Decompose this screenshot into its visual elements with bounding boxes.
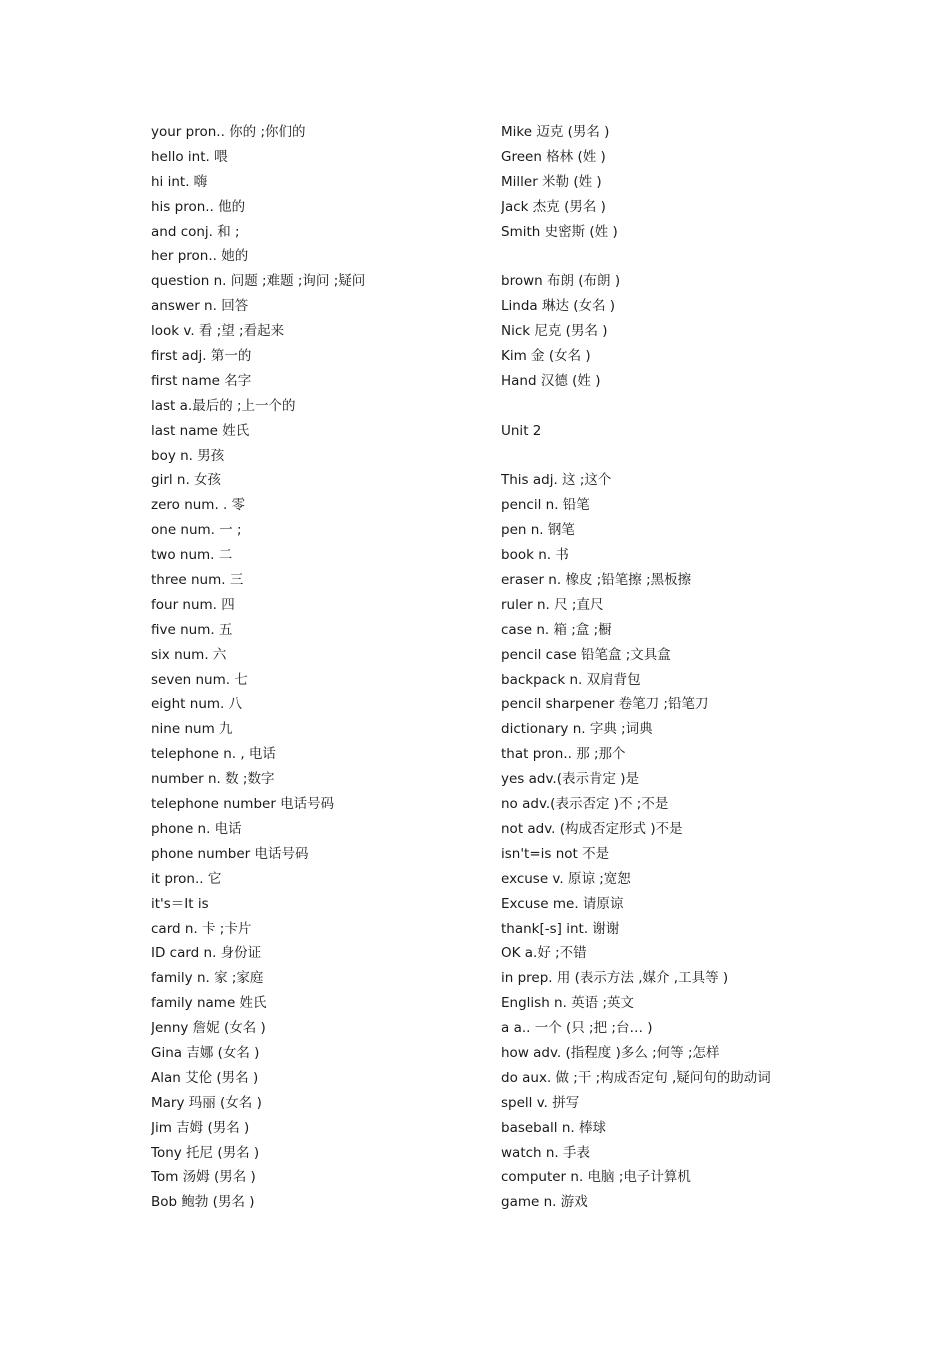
vocabulary-right-column — [501, 120, 841, 1215]
vocabulary-entry: Smith 史密斯 (姓 ) — [501, 223, 618, 240]
vocabulary-entry: hi int. 嗨 — [151, 173, 208, 190]
vocabulary-entry: question n. 问题 ;难题 ;询问 ;疑问 — [151, 273, 366, 290]
vocabulary-entry: girl n. 女孩 — [151, 472, 222, 489]
vocabulary-entry: Unit 2 — [501, 422, 542, 439]
vocabulary-entry: game n. 游戏 — [501, 1194, 588, 1211]
vocabulary-entry: card n. 卡 ;卡片 — [151, 920, 252, 937]
vocabulary-entry: Jenny 詹妮 (女名 ) — [151, 1020, 266, 1037]
vocabulary-entry: four num. 四 — [151, 596, 235, 613]
vocabulary-entry: last name 姓氏 — [151, 422, 250, 439]
vocabulary-entry: yes adv.(表示肯定 )是 — [501, 771, 640, 788]
vocabulary-entry: OK a.好 ;不错 — [501, 945, 587, 962]
vocabulary-entry: Mike 迈克 (男名 ) — [501, 124, 610, 140]
vocabulary-entry: six num. 六 — [151, 646, 227, 663]
vocabulary-entry: computer n. 电脑 ;电子计算机 — [501, 1169, 691, 1186]
vocabulary-entry: Gina 吉娜 (女名 ) — [151, 1044, 260, 1061]
vocabulary-entry: a a.. 一个 (只 ;把 ;台… ) — [501, 1020, 653, 1037]
vocabulary-left-column — [151, 120, 491, 1215]
vocabulary-entry: not adv. (构成否定形式 )不是 — [501, 820, 683, 837]
vocabulary-entry: isn't=is not 不是 — [501, 845, 610, 862]
vocabulary-entry: ruler n. 尺 ;直尺 — [501, 596, 604, 613]
vocabulary-entry: Tom 汤姆 (男名 ) — [151, 1169, 256, 1186]
vocabulary-entry: her pron.. 她的 — [151, 248, 249, 265]
vocabulary-entry: nine num 九 — [151, 721, 233, 738]
vocabulary-entry: family name 姓氏 — [151, 995, 267, 1012]
vocabulary-entry: Nick 尼克 (男名 ) — [501, 323, 608, 340]
vocabulary-entry: Tony 托尼 (男名 ) — [151, 1144, 260, 1161]
vocabulary-entry: one num. 一 ; — [151, 522, 242, 539]
vocabulary-entry: last a.最后的 ;上一个的 — [151, 397, 296, 414]
vocabulary-entry: do aux. 做 ;干 ;构成否定句 ,疑问句的助动词 — [501, 1069, 771, 1086]
vocabulary-entry: number n. 数 ;数字 — [151, 771, 275, 788]
vocabulary-entry: phone number 电话号码 — [151, 845, 309, 862]
vocabulary-entry: This adj. 这 ;这个 — [501, 472, 612, 489]
vocabulary-entry: Excuse me. 请原谅 — [501, 895, 624, 912]
vocabulary-entry: Mary 玛丽 (女名 ) — [151, 1094, 262, 1111]
vocabulary-entry: eight num. 八 — [151, 696, 243, 713]
vocabulary-entry: and conj. 和 ; — [151, 223, 240, 240]
vocabulary-entry: thank[-s] int. 谢谢 — [501, 920, 620, 937]
vocabulary-entry: hello int. 喂 — [151, 148, 228, 165]
vocabulary-entry: zero num. . 零 — [151, 497, 246, 514]
vocabulary-entry: ID card n. 身份证 — [151, 945, 262, 962]
vocabulary-entry: answer n. 回答 — [151, 298, 249, 315]
vocabulary-entry: two num. 二 — [151, 547, 233, 564]
vocabulary-entry: seven num. 七 — [151, 671, 248, 688]
vocabulary-entry: baseball n. 棒球 — [501, 1119, 606, 1136]
vocabulary-entry: Bob 鲍勃 (男名 ) — [151, 1194, 255, 1211]
vocabulary-entry: your pron.. 你的 ;你们的 — [151, 124, 306, 140]
vocabulary-entry: first adj. 第一的 — [151, 348, 252, 365]
vocabulary-entry: phone n. 电话 — [151, 820, 242, 837]
vocabulary-entry: boy n. 男孩 — [151, 447, 225, 464]
vocabulary-entry: how adv. (指程度 )多么 ;何等 ;怎样 — [501, 1044, 720, 1061]
vocabulary-entry: that pron.. 那 ;那个 — [501, 746, 626, 763]
vocabulary-entry: excuse v. 原谅 ;宽恕 — [501, 870, 631, 887]
vocabulary-entry: his pron.. 他的 — [151, 198, 246, 215]
vocabulary-entry: family n. 家 ;家庭 — [151, 970, 264, 987]
vocabulary-entry: spell v. 拼写 — [501, 1094, 580, 1111]
vocabulary-entry: it's＝It is — [151, 895, 209, 912]
vocabulary-entry: Jack 杰克 (男名 ) — [501, 198, 606, 215]
vocabulary-entry: five num. 五 — [151, 621, 233, 638]
vocabulary-entry: case n. 箱 ;盒 ;橱 — [501, 621, 612, 638]
vocabulary-entry: Green 格林 (姓 ) — [501, 148, 606, 165]
vocabulary-entry: pencil case 铅笔盒 ;文具盒 — [501, 646, 671, 663]
vocabulary-entry: brown 布朗 (布朗 ) — [501, 273, 621, 290]
vocabulary-entry: eraser n. 橡皮 ;铅笔擦 ;黑板擦 — [501, 572, 692, 589]
vocabulary-entry: English n. 英语 ;英文 — [501, 995, 635, 1012]
vocabulary-entry: Miller 米勒 (姓 ) — [501, 173, 602, 190]
vocabulary-entry: Hand 汉德 (姓 ) — [501, 372, 601, 389]
vocabulary-entry: it pron.. 它 — [151, 870, 222, 887]
vocabulary-entry: first name 名字 — [151, 372, 252, 389]
vocabulary-entry: three num. 三 — [151, 572, 244, 589]
vocabulary-entry: no adv.(表示否定 )不 ;不是 — [501, 796, 669, 813]
vocabulary-entry: Kim 金 (女名 ) — [501, 348, 591, 365]
vocabulary-entry: Jim 吉姆 (男名 ) — [151, 1119, 250, 1136]
vocabulary-entry: book n. 书 — [501, 547, 569, 564]
vocabulary-entry: pencil n. 铅笔 — [501, 497, 590, 514]
vocabulary-entry: watch n. 手表 — [501, 1144, 591, 1161]
vocabulary-entry — [501, 244, 841, 269]
vocabulary-entry: telephone number 电话号码 — [151, 796, 335, 813]
vocabulary-entry: telephone n. , 电话 — [151, 746, 276, 763]
vocabulary-entry: pencil sharpener 卷笔刀 ;铅笔刀 — [501, 696, 709, 713]
vocabulary-entry: in prep. 用 (表示方法 ,媒介 ,工具等 ) — [501, 970, 729, 987]
vocabulary-entry: dictionary n. 字典 ;词典 — [501, 721, 653, 738]
vocabulary-entry: Linda 琳达 (女名 ) — [501, 298, 616, 315]
vocabulary-entry — [501, 394, 841, 419]
vocabulary-entry: pen n. 钢笔 — [501, 522, 575, 539]
vocabulary-entry — [501, 444, 841, 469]
vocabulary-entry: backpack n. 双肩背包 — [501, 671, 641, 688]
vocabulary-entry: Alan 艾伦 (男名 ) — [151, 1069, 259, 1086]
vocabulary-entry: look v. 看 ;望 ;看起来 — [151, 323, 285, 340]
